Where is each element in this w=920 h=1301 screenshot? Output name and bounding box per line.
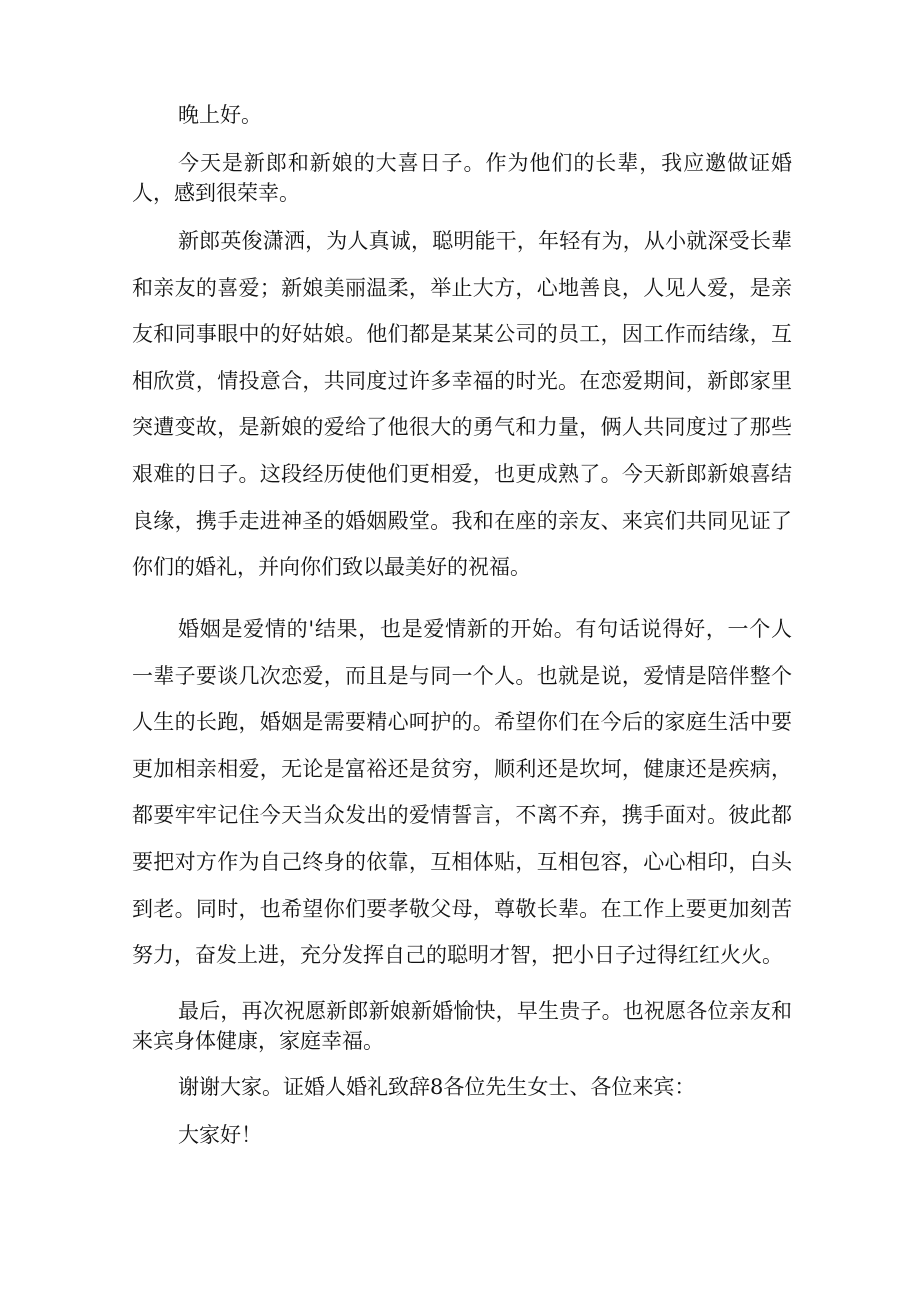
- paragraph-marriage: 婚姻是爱情的'结果，也是爱情新的开始。有句话说得好，一个人一辈子要谈几次恋爱，而且是与同一个人。也就是说，爱情是陪伴整个人生的长跑，婚姻是需要精心呵护的。希望你们在今后的家庭生活中要更加相亲相爱，无论是富裕还是贫穷，顺利还是坎坷，健康还是疾病，都要牢牢记住今天当众发出的爱情誓言，不离不弃，携手面对。彼此都要把对方作为自己终身的依靠，互相体贴，互相包容，心心相印，白头到老。同时，也希望你们要孝敬父母，尊敬长辈。在工作上要更加刻苦努力，奋发上进，充分发挥自己的聪明才智，把小日子过得红红火火。: [132, 617, 792, 968]
- paragraph-intro: 今天是新郎和新娘的大喜日子。作为他们的长辈，我应邀做证婚人，感到很荣幸。: [132, 151, 792, 205]
- paragraph-final-wishes: 最后，再次祝愿新郎新娘新婚愉快，早生贵子。也祝愿各位亲友和来宾身体健康，家庭幸福。: [132, 999, 792, 1053]
- paragraph-thanks: 谢谢大家。证婚人婚礼致辞8各位先生女士、各位来宾：: [178, 1075, 696, 1099]
- paragraph-couple: 新郎英俊潇洒，为人真诚，聪明能干，年轻有为，从小就深受长辈和亲友的喜爱；新娘美丽温柔，举止大方，心地善良，人见人爱，是亲友和同事眼中的好姑娘。他们都是某某公司的员工，因工作而结缘，互相欣赏，情投意合，共同度过许多幸福的时光。在恋爱期间，新郎家里突遭变故，是新娘的爱给了他很大的勇气和力量，俩人共同度过了那些艰难的日子。这段经历使他们更相爱，也更成熟了。今天新郎新娘喜结良缘，携手走进神圣的婚姻殿堂。我和在座的亲友、来宾们共同见证了你们的婚礼，并向你们致以最美好的祝福。: [132, 229, 792, 580]
- paragraph-greeting: 晚上好。: [178, 103, 262, 127]
- paragraph-hello: 大家好！: [178, 1123, 262, 1147]
